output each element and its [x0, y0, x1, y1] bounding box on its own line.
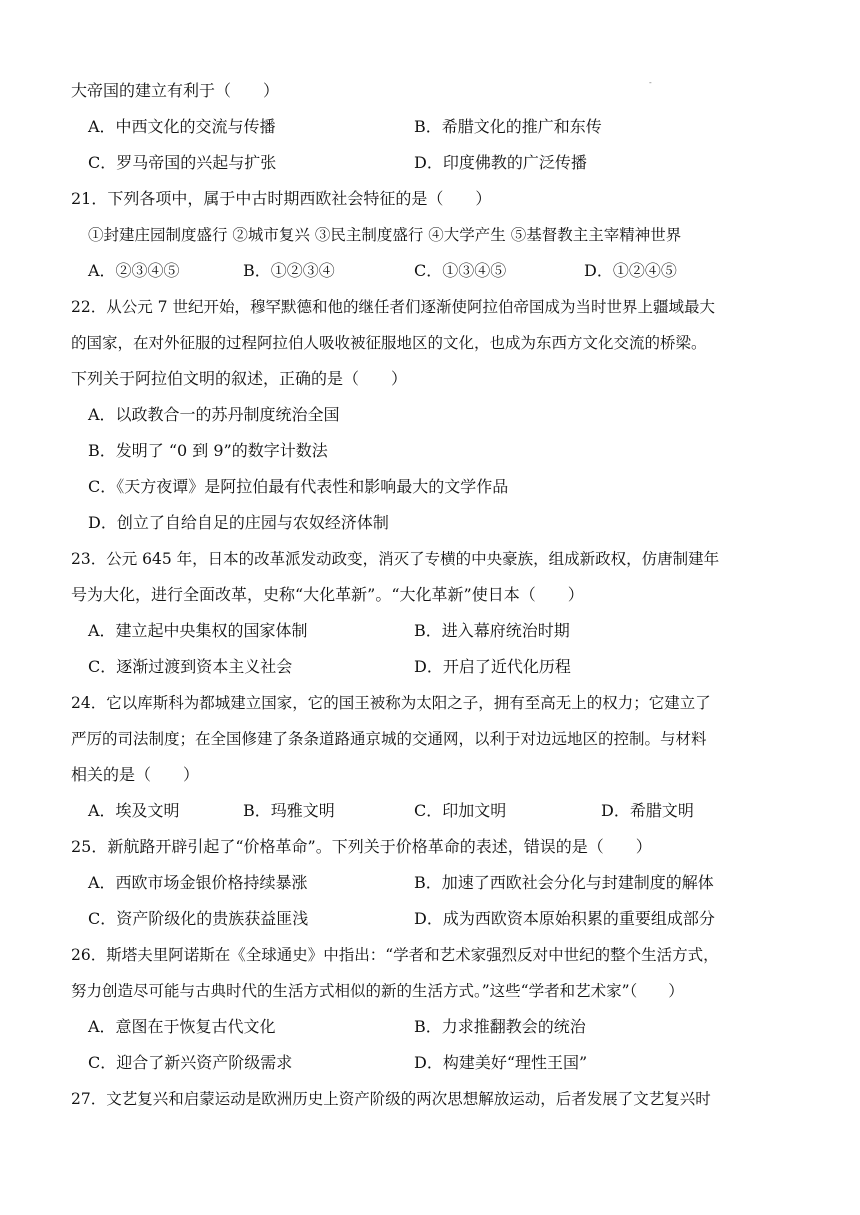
- q23-option-d: D．开启了近代化历程: [414, 657, 571, 676]
- q25-option-b: B．加速了西欧社会分化与封建制度的解体: [414, 873, 714, 892]
- q25-option-a: A．西欧市场金银价格持续暴涨: [88, 873, 308, 892]
- q23-option-b: B．进入幕府统治时期: [414, 621, 570, 640]
- stray-mark: -: [649, 78, 652, 87]
- q24-stem-line1: 24．它以库斯科为都城建立国家，它的国王被称为太阳之子，拥有至高无上的权力；它建立了: [71, 694, 711, 712]
- q23-option-c: C．逐渐过渡到资本主义社会: [88, 657, 293, 676]
- q22-stem-line1: 22．从公元 7 世纪开始，穆罕默德和他的继任者们逐渐使阿拉伯帝国成为当时世界上疆域最大: [71, 298, 715, 316]
- q25-option-c: C．资产阶级化的贵族获益匪浅: [88, 909, 309, 928]
- q22-stem-line3: 下列关于阿拉伯文明的叙述，正确的是（ ）: [71, 369, 408, 388]
- q21-option-c: C．①③④⑤: [414, 261, 507, 280]
- q21-items: ①封建庄园制度盛行 ②城市复兴 ③民主制度盛行 ④大学产生 ⑤基督教主主宰精神世界: [88, 226, 682, 244]
- q23-option-a: A．建立起中央集权的国家体制: [88, 621, 308, 640]
- q20-option-b: B．希腊文化的推广和东传: [414, 117, 602, 136]
- q27-stem-line1: 27．文艺复兴和启蒙运动是欧洲历史上资产阶级的两次思想解放运动，后者发展了文艺复兴时: [71, 1090, 711, 1108]
- q24-stem-line2: 严厉的司法制度；在全国修建了条条道路通京城的交通网，以利于对边远地区的控制。与材料: [71, 730, 707, 748]
- q22-option-a: A．以政教合一的苏丹制度统治全国: [88, 405, 340, 424]
- q23-stem-line1: 23．公元 645 年，日本的改革派发动政变，消灭了专横的中央豪族，组成新政权，仿唐制建年: [71, 550, 720, 568]
- q26-option-c: C．迎合了新兴资产阶级需求: [88, 1053, 293, 1072]
- q20-option-a: A．中西文化的交流与传播: [88, 117, 276, 136]
- q22-option-c: C．《天方夜谭》是阿拉伯最有代表性和影响最大的文学作品: [88, 477, 509, 496]
- q24-option-c: C．印加文明: [414, 801, 507, 820]
- q21-option-b: B．①②③④: [243, 261, 335, 280]
- q24-option-a: A．埃及文明: [88, 801, 180, 820]
- q24-stem-line3: 相关的是（ ）: [71, 765, 200, 784]
- q20-stem-tail: 大帝国的建立有利于（ ）: [71, 81, 280, 100]
- q26-stem-line1: 26．斯塔夫里阿诺斯在《全球通史》中指出：“学者和艺术家强烈反对中世纪的整个生活方式，: [71, 946, 719, 964]
- q26-stem-line2: 努力创造尽可能与古典时代的生活方式相似的新的生活方式。”这些“学者和艺术家”（ ）: [71, 982, 684, 1000]
- q24-option-b: B．玛雅文明: [243, 801, 335, 820]
- q22-option-d: D．创立了自给自足的庄园与农奴经济体制: [88, 513, 389, 532]
- q26-option-a: A．意图在于恢复古代文化: [88, 1017, 276, 1036]
- q21-option-a: A．②③④⑤: [88, 261, 180, 280]
- q21-option-d: D．①②④⑤: [584, 261, 677, 280]
- q25-stem: 25．新航路开辟引起了“价格革命”。下列关于价格革命的表述，错误的是（ ）: [71, 837, 652, 856]
- q22-stem-line2: 的国家，在对外征服的过程阿拉伯人吸收被征服地区的文化，也成为东西方文化交流的桥梁。: [71, 334, 707, 352]
- q26-option-d: D．构建美好“理性王国”: [414, 1053, 588, 1072]
- q24-option-d: D．希腊文明: [601, 801, 694, 820]
- q20-option-c: C．罗马帝国的兴起与扩张: [88, 153, 277, 172]
- q22-option-b: B．发明了 “0 到 9”的数字计数法: [88, 441, 328, 460]
- q20-option-d: D．印度佛教的广泛传播: [414, 153, 587, 172]
- q23-stem-line2: 号为大化，进行全面改革，史称“大化革新”。“大化革新”使日本（ ）: [71, 585, 584, 604]
- q21-stem: 21．下列各项中，属于中古时期西欧社会特征的是（ ）: [71, 189, 492, 208]
- q26-option-b: B．力求推翻教会的统治: [414, 1017, 586, 1036]
- q25-option-d: D．成为西欧资本原始积累的重要组成部分: [414, 909, 715, 928]
